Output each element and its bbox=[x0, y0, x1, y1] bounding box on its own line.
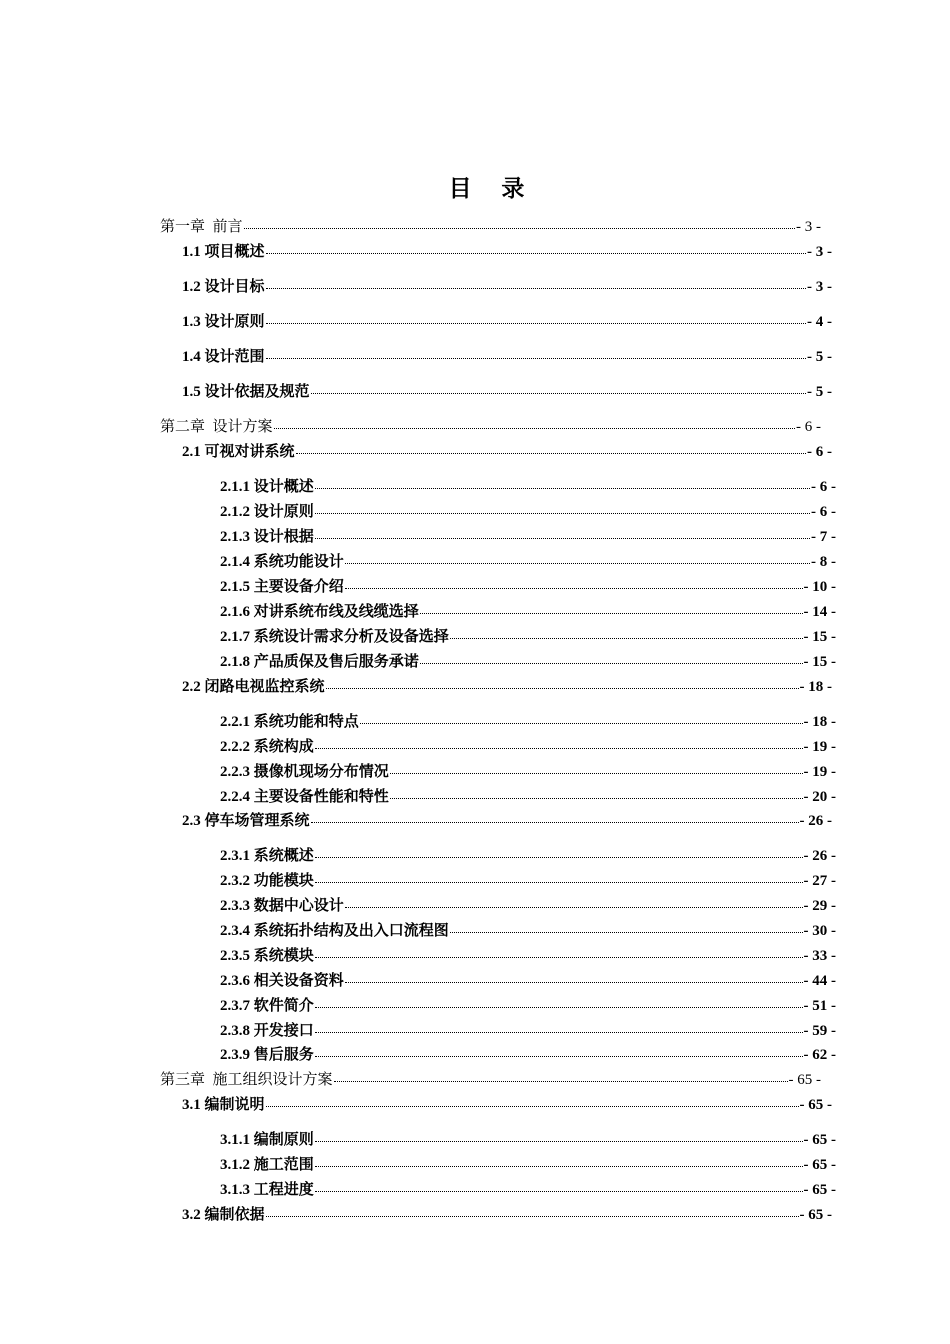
toc-entry-page-number: - 18 - bbox=[803, 714, 836, 730]
toc-entry-label bbox=[220, 922, 449, 940]
toc-entry[interactable] bbox=[182, 381, 832, 401]
dot-leader bbox=[345, 893, 803, 908]
toc-entry-label bbox=[160, 1071, 333, 1089]
toc-entry-page-number: - 65 - bbox=[803, 1132, 836, 1148]
toc-entry[interactable] bbox=[182, 311, 832, 331]
toc-entry-text: 摄像机现场分布情况 bbox=[253, 764, 389, 780]
toc-entry[interactable] bbox=[182, 676, 832, 696]
toc-entry[interactable] bbox=[182, 1204, 832, 1224]
toc-entry-text: 设计根据 bbox=[253, 529, 314, 545]
toc-entry[interactable] bbox=[220, 870, 836, 890]
toc-entry-text: 系统构成 bbox=[253, 739, 314, 755]
toc-entry-number: 2.2.1 bbox=[220, 714, 250, 730]
toc-entry-page-number: - 51 - bbox=[803, 998, 836, 1014]
toc-entry-text: 产品质保及售后服务承诺 bbox=[253, 654, 419, 670]
toc-entry[interactable] bbox=[220, 920, 836, 940]
toc-entry-number: 1.4 bbox=[182, 349, 201, 365]
toc-entry-page-number: - 65 - bbox=[799, 1097, 832, 1113]
toc-entry-text: 设计原则 bbox=[253, 504, 314, 520]
dot-leader bbox=[334, 1067, 788, 1082]
toc-entry-number: 2.2 bbox=[182, 679, 201, 695]
dot-leader bbox=[315, 993, 803, 1008]
toc-entry[interactable] bbox=[220, 476, 836, 496]
toc-entry-number: 2.2.3 bbox=[220, 764, 250, 780]
toc-entry-number: 2.1.4 bbox=[220, 554, 250, 570]
toc-entry[interactable] bbox=[220, 1020, 836, 1040]
toc-entry-page-number: - 26 - bbox=[803, 848, 836, 864]
toc-entry-number: 3.1.1 bbox=[220, 1132, 250, 1148]
toc-entry-label bbox=[220, 553, 344, 571]
toc-entry[interactable] bbox=[220, 576, 836, 596]
toc-entry-number: 2.3.5 bbox=[220, 948, 250, 964]
toc-entry[interactable] bbox=[220, 551, 836, 571]
toc-entry-number: 1.5 bbox=[182, 384, 201, 400]
toc-entry[interactable] bbox=[220, 601, 836, 621]
toc-entry-page-number: - 3 - bbox=[807, 279, 832, 295]
toc-entry-text: 设计范围 bbox=[204, 349, 265, 365]
toc-entry[interactable] bbox=[220, 1154, 836, 1174]
toc-entry-label bbox=[182, 278, 265, 296]
toc-entry-page-number: - 65 - bbox=[799, 1207, 832, 1223]
toc-entry[interactable] bbox=[220, 626, 836, 646]
toc-entry[interactable] bbox=[182, 441, 832, 461]
toc-entry[interactable] bbox=[220, 945, 836, 965]
dot-leader bbox=[266, 344, 806, 359]
toc-entry-label bbox=[182, 443, 295, 461]
toc-entry[interactable] bbox=[220, 970, 836, 990]
toc-entry-page-number: - 62 - bbox=[803, 1047, 836, 1063]
toc-entry-number: 2.3.1 bbox=[220, 848, 250, 864]
toc-entry[interactable] bbox=[182, 241, 832, 261]
toc-entry-label bbox=[220, 763, 389, 781]
toc-entry-text: 可视对讲系统 bbox=[204, 444, 295, 460]
toc-entry-page-number: - 59 - bbox=[803, 1023, 836, 1039]
dot-leader bbox=[315, 1152, 803, 1167]
toc-entry-label bbox=[182, 243, 265, 261]
toc-entry-number: 2.3.7 bbox=[220, 998, 250, 1014]
toc-entry-text: 系统功能设计 bbox=[253, 554, 344, 570]
toc-title: 目 录 bbox=[448, 176, 537, 201]
toc-entry-label bbox=[220, 947, 314, 965]
toc-entry-number: 1.3 bbox=[182, 314, 201, 330]
toc-entry-text: 前言 bbox=[212, 219, 243, 235]
toc-entry-page-number: - 4 - bbox=[807, 314, 832, 330]
dot-leader bbox=[326, 674, 799, 689]
toc-entry-text: 闭路电视监控系统 bbox=[204, 679, 325, 695]
toc-entry-label bbox=[182, 812, 310, 830]
toc-entry-text: 开发接口 bbox=[253, 1023, 314, 1039]
dot-leader bbox=[315, 1177, 803, 1192]
toc-entry-page-number: - 5 - bbox=[807, 384, 832, 400]
toc-entry-label bbox=[182, 1206, 265, 1224]
toc-entry-number: 2.1.7 bbox=[220, 629, 250, 645]
toc-entry-page-number: - 6 - bbox=[811, 479, 836, 495]
toc-entry-page-number: - 65 - bbox=[788, 1072, 821, 1088]
dot-leader bbox=[266, 1202, 799, 1217]
toc-entry-number: 2.1 bbox=[182, 444, 201, 460]
dot-leader bbox=[315, 474, 810, 489]
toc-entry-label bbox=[220, 847, 314, 865]
toc-entry-text: 项目概述 bbox=[204, 244, 265, 260]
toc-entry-text: 系统功能和特点 bbox=[253, 714, 359, 730]
dot-leader bbox=[315, 868, 803, 883]
toc-entry-number: 3.1.2 bbox=[220, 1157, 250, 1173]
toc-entry-page-number: - 6 - bbox=[811, 504, 836, 520]
toc-entry-text: 工程进度 bbox=[253, 1182, 314, 1198]
toc-entry-page-number: - 33 - bbox=[803, 948, 836, 964]
toc-entry[interactable] bbox=[182, 1094, 832, 1114]
toc-entry[interactable] bbox=[220, 845, 836, 865]
toc-entry-page-number: - 19 - bbox=[803, 739, 836, 755]
toc-entry-text: 设计目标 bbox=[204, 279, 265, 295]
toc-entry-page-number: - 65 - bbox=[803, 1182, 836, 1198]
toc-entry[interactable] bbox=[220, 786, 836, 806]
toc-entry-page-number: - 6 - bbox=[796, 419, 821, 435]
toc-entry-label bbox=[220, 972, 344, 990]
toc-entry-label bbox=[220, 1022, 314, 1040]
dot-leader bbox=[274, 414, 795, 429]
toc-entry-page-number: - 14 - bbox=[803, 604, 836, 620]
toc-entry[interactable] bbox=[220, 1179, 836, 1199]
dot-leader bbox=[266, 309, 806, 324]
dot-leader bbox=[420, 599, 803, 614]
toc-entry-number: 2.1.1 bbox=[220, 479, 250, 495]
toc-entry[interactable] bbox=[160, 416, 821, 436]
toc-entry-label bbox=[220, 997, 314, 1015]
dot-leader bbox=[315, 1127, 803, 1142]
toc-entry-text: 设计方案 bbox=[212, 419, 273, 435]
toc-entry[interactable] bbox=[220, 995, 836, 1015]
toc-entry[interactable] bbox=[220, 736, 836, 756]
dot-leader bbox=[266, 274, 806, 289]
toc-entry-number: 3.1.3 bbox=[220, 1182, 250, 1198]
toc-entry-number: 2.3.8 bbox=[220, 1023, 250, 1039]
toc-entry-page-number: - 15 - bbox=[803, 629, 836, 645]
toc-entry-text: 编制说明 bbox=[204, 1097, 265, 1113]
toc-entry-text: 相关设备资料 bbox=[253, 973, 344, 989]
toc-entry-number: 2.1.5 bbox=[220, 579, 250, 595]
dot-leader bbox=[420, 649, 803, 664]
toc-entry-label bbox=[220, 653, 419, 671]
toc-entry-text: 软件简介 bbox=[253, 998, 314, 1014]
dot-leader bbox=[345, 968, 803, 983]
toc-entry-text: 编制原则 bbox=[253, 1132, 314, 1148]
toc-entry-number: 2.2.4 bbox=[220, 789, 250, 805]
toc-entry-label bbox=[182, 678, 325, 696]
dot-leader bbox=[315, 943, 803, 958]
toc-entry-page-number: - 5 - bbox=[807, 349, 832, 365]
toc-entry-page-number: - 65 - bbox=[803, 1157, 836, 1173]
dot-leader bbox=[315, 1018, 803, 1033]
toc-entry-text: 停车场管理系统 bbox=[204, 813, 310, 829]
toc-entry-page-number: - 19 - bbox=[803, 764, 836, 780]
toc-entry-label bbox=[182, 348, 265, 366]
toc-entry-text: 数据中心设计 bbox=[253, 898, 344, 914]
toc-entry-number: 2.1.3 bbox=[220, 529, 250, 545]
dot-leader bbox=[315, 1042, 803, 1057]
toc-entry-page-number: - 10 - bbox=[803, 579, 836, 595]
toc-entry-label bbox=[182, 1096, 265, 1114]
toc-entry-page-number: - 3 - bbox=[807, 244, 832, 260]
toc-entry-number: 2.3.9 bbox=[220, 1047, 250, 1063]
toc-entry-page-number: - 18 - bbox=[799, 679, 832, 695]
toc-entry-number: 2.1.8 bbox=[220, 654, 250, 670]
toc-entry[interactable] bbox=[220, 761, 836, 781]
dot-leader bbox=[345, 549, 810, 564]
toc-entry-label bbox=[220, 628, 449, 646]
toc-entry-text: 系统概述 bbox=[253, 848, 314, 864]
toc-entry[interactable] bbox=[220, 895, 836, 915]
toc-entry-number: 第三章 bbox=[160, 1072, 206, 1088]
dot-leader bbox=[315, 843, 803, 858]
dot-leader bbox=[315, 524, 810, 539]
toc-entry[interactable] bbox=[182, 276, 832, 296]
toc-entry-number: 第一章 bbox=[160, 219, 206, 235]
toc-entry-number: 2.3.3 bbox=[220, 898, 250, 914]
toc-entry[interactable] bbox=[220, 526, 836, 546]
toc-entry-page-number: - 7 - bbox=[811, 529, 836, 545]
toc-entry-label bbox=[220, 738, 314, 756]
toc-entry-text: 主要设备性能和特性 bbox=[253, 789, 389, 805]
toc-entry-page-number: - 44 - bbox=[803, 973, 836, 989]
toc-entry-label bbox=[220, 1131, 314, 1149]
toc-entry-text: 施工组织设计方案 bbox=[212, 1072, 333, 1088]
toc-entry-label bbox=[220, 897, 344, 915]
toc-entry[interactable] bbox=[160, 216, 821, 236]
toc-entry-page-number: - 3 - bbox=[796, 219, 821, 235]
toc-entry-page-number: - 20 - bbox=[803, 789, 836, 805]
toc-entry-page-number: - 27 - bbox=[803, 873, 836, 889]
toc-entry-text: 编制依据 bbox=[204, 1207, 265, 1223]
toc-entry[interactable] bbox=[220, 1129, 836, 1149]
toc-entry[interactable] bbox=[220, 711, 836, 731]
dot-leader bbox=[315, 734, 803, 749]
toc-entry-text: 对讲系统布线及线缆选择 bbox=[253, 604, 419, 620]
dot-leader bbox=[311, 379, 806, 394]
toc-entry[interactable] bbox=[220, 651, 836, 671]
toc-entry-label bbox=[220, 1181, 314, 1199]
toc-entry-page-number: - 15 - bbox=[803, 654, 836, 670]
toc-entry-text: 系统设计需求分析及设备选择 bbox=[253, 629, 449, 645]
dot-leader bbox=[390, 784, 803, 799]
toc-entry-page-number: - 26 - bbox=[799, 813, 832, 829]
dot-leader bbox=[450, 918, 803, 933]
toc-entry-number: 3.2 bbox=[182, 1207, 201, 1223]
toc-entry-number: 1.1 bbox=[182, 244, 201, 260]
toc-entry-number: 第二章 bbox=[160, 419, 206, 435]
toc-entry-label bbox=[220, 872, 314, 890]
dot-leader bbox=[450, 624, 803, 639]
toc-entry-number: 2.3 bbox=[182, 813, 201, 829]
dot-leader bbox=[266, 239, 806, 254]
toc-entry-label bbox=[220, 603, 419, 621]
toc-entry[interactable] bbox=[160, 1069, 821, 1089]
dot-leader bbox=[266, 1092, 799, 1107]
toc-entry-number: 2.1.6 bbox=[220, 604, 250, 620]
toc-entry-text: 售后服务 bbox=[253, 1047, 314, 1063]
dot-leader bbox=[360, 709, 803, 724]
toc-entry-text: 施工范围 bbox=[253, 1157, 314, 1173]
dot-leader bbox=[296, 439, 806, 454]
toc-entry-number: 2.1.2 bbox=[220, 504, 250, 520]
toc-entry[interactable] bbox=[182, 810, 832, 830]
toc-entry-number: 2.3.4 bbox=[220, 923, 250, 939]
toc-entry-number: 2.3.6 bbox=[220, 973, 250, 989]
toc-entry-number: 3.1 bbox=[182, 1097, 201, 1113]
toc-entry-label bbox=[220, 478, 314, 496]
dot-leader bbox=[345, 574, 803, 589]
toc-entry-text: 设计依据及规范 bbox=[204, 384, 310, 400]
toc-entry-label bbox=[220, 1046, 314, 1064]
toc-entry-label bbox=[220, 578, 344, 596]
toc-entry-label bbox=[182, 383, 310, 401]
toc-entry-number: 1.2 bbox=[182, 279, 201, 295]
toc-entry-label bbox=[182, 313, 265, 331]
toc-entry[interactable] bbox=[220, 1044, 836, 1064]
toc-entry-page-number: - 8 - bbox=[811, 554, 836, 570]
toc-entry-label bbox=[220, 1156, 314, 1174]
toc-entry-page-number: - 29 - bbox=[803, 898, 836, 914]
toc-entry-text: 系统拓扑结构及出入口流程图 bbox=[253, 923, 449, 939]
toc-entry-page-number: - 6 - bbox=[807, 444, 832, 460]
toc-entry-label bbox=[160, 418, 273, 436]
toc-entry-text: 主要设备介绍 bbox=[253, 579, 344, 595]
toc-entry-label bbox=[160, 218, 243, 236]
toc-entry-label bbox=[220, 503, 314, 521]
dot-leader bbox=[315, 499, 810, 514]
toc-entry-text: 设计概述 bbox=[253, 479, 314, 495]
toc-entry-label bbox=[220, 713, 359, 731]
toc-entry-label bbox=[220, 788, 389, 806]
dot-leader bbox=[390, 759, 803, 774]
toc-entry-text: 功能模块 bbox=[253, 873, 314, 889]
toc-entry-text: 系统模块 bbox=[253, 948, 314, 964]
toc-entry-page-number: - 30 - bbox=[803, 923, 836, 939]
dot-leader bbox=[311, 808, 799, 823]
toc-entry-number: 2.2.2 bbox=[220, 739, 250, 755]
toc-entry[interactable] bbox=[220, 501, 836, 521]
toc-entry-text: 设计原则 bbox=[204, 314, 265, 330]
toc-entry-number: 2.3.2 bbox=[220, 873, 250, 889]
dot-leader bbox=[244, 214, 795, 229]
toc-entry-label bbox=[220, 528, 314, 546]
toc-entry[interactable] bbox=[182, 346, 832, 366]
